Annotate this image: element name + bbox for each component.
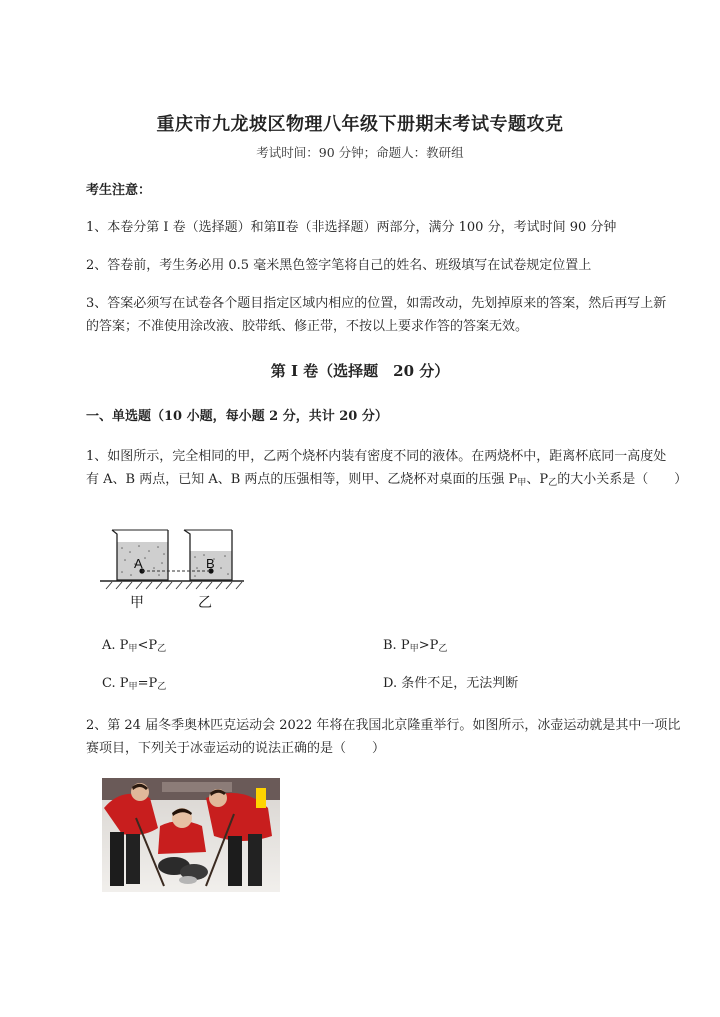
beaker-left — [112, 530, 168, 580]
q1-text-line1: 1、如图所示，完全相同的甲，乙两个烧杯内装有密度不同的液体。在两烧杯中，距离杯底同一高度处 — [86, 449, 667, 464]
label-b: B — [206, 556, 215, 571]
label-yi: 乙 — [198, 595, 212, 611]
notice-item-2: 2、答卷前，考生务必用 0.5 毫米黑色签字笔将自己的姓名、班级填写在试卷规定位置上 — [86, 258, 592, 273]
label-jia: 甲 — [130, 595, 144, 611]
notice-heading: 考生注意： — [86, 183, 152, 198]
section-title: 第 I 卷（选择题 20 分） — [270, 362, 450, 380]
exam-info: 考试时间：90 分钟；命题人：教研组 — [256, 145, 464, 160]
q1-option-a[interactable]: A. $P_甲<P_乙$ — [102, 638, 167, 654]
q2-text-line2: 赛项目，下列关于冰壶运动的说法正确的是（ ） — [86, 741, 386, 756]
notice-item-3: 3、答案必须写在试卷各个题目指定区域内相应的位置，如需改动，先划掉原来的答案，然后再写上新 — [86, 296, 667, 311]
part-heading: 一、单选题（10 小题，每小题 2 分，共计 20 分） — [86, 409, 388, 424]
q2-text-line1: 2、第 24 届冬季奥林匹克运动会 2022 年将在我国北京隆重举行。如图所示，冰壶运动就是其中一项比 — [86, 718, 681, 733]
beaker-right — [184, 530, 232, 580]
curling-photo — [102, 778, 280, 892]
q1-option-b[interactable]: B. $P_甲>P_乙$ — [383, 638, 448, 654]
page-title: 重庆市九龙坡区物理八年级下册期末考试专题攻克 — [156, 114, 564, 135]
label-a: A — [134, 556, 143, 571]
notice-item-1: 1、本卷分第 I 卷（选择题）和第Ⅱ卷（非选择题）两部分，满分 100 分，考试时间 90 分钟 — [86, 220, 617, 235]
beakers-figure — [98, 524, 248, 614]
q1-text-line2: 有 A、B 两点，已知 A、B 两点的压强相等，则甲、乙烧杯对桌面的压强 $P_甲$、$P_乙$的大小关系是（ ） — [86, 472, 688, 488]
notice-item-3-cont: 的答案；不准使用涂改液、胶带纸、修正带，不按以上要求作答的答案无效。 — [86, 319, 529, 334]
q1-option-c[interactable]: C. $P_甲=P_乙$ — [102, 676, 167, 692]
q1-option-d[interactable]: D. 条件不足，无法判断 — [383, 676, 519, 691]
